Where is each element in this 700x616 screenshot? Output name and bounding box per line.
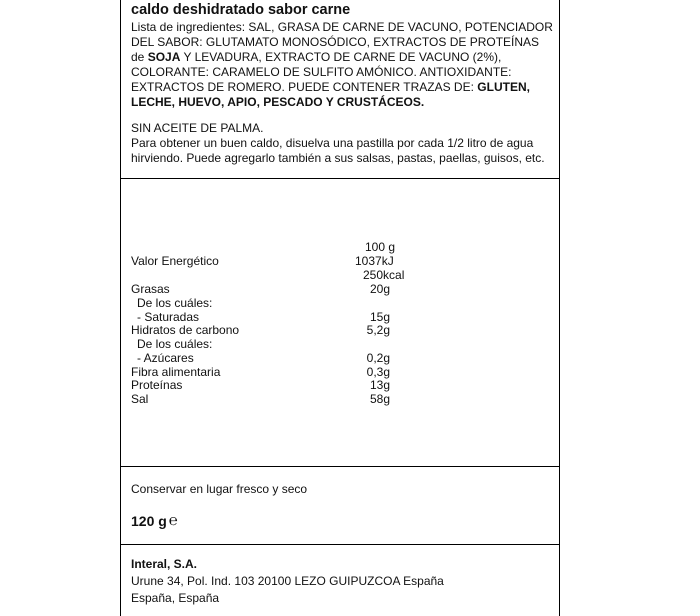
nutrient-label: Fibra alimentaria — [131, 365, 221, 379]
nutrient-label: De los cuáles: — [137, 337, 213, 351]
nutrient-label: Grasas — [131, 282, 170, 296]
nutrient-label: - Saturadas — [137, 310, 200, 324]
allergen-text: GLUTEN, — [477, 80, 530, 94]
nutrient-value: 5,2g — [366, 323, 390, 337]
company-country: España, España — [131, 591, 220, 605]
nutrient-value: 13g — [369, 378, 390, 392]
nutrient-label: De los cuáles: — [137, 296, 213, 310]
ingredients-text: de — [131, 50, 148, 64]
company-address: Urune 34, Pol. Ind. 103 20100 LEZO GUIPUZCOA España — [131, 574, 444, 588]
nutrient-label: Sal — [131, 392, 149, 406]
company-name: Interal, S.A. — [131, 557, 198, 571]
section-divider — [120, 466, 560, 467]
section-divider — [120, 544, 560, 545]
ingredients-text: Lista de ingredientes: SAL, GRASA DE CARNE DE VACUNO, POTENCIADOR — [131, 20, 553, 34]
nutrient-value: 0,3g — [366, 365, 390, 379]
nutrient-value: 58g — [369, 392, 390, 406]
storage-instructions: Conservar en lugar fresco y seco — [131, 482, 308, 496]
nutrient-label: - Azúcares — [137, 351, 194, 365]
estimated-sign-icon: ℮ — [168, 512, 178, 529]
company-info — [131, 556, 444, 607]
palm-oil-notice: SIN ACEITE DE PALMA. — [131, 121, 264, 135]
ingredients-text: EXTRACTOS DE ROMERO. PUEDE CONTENER TRAZAS DE: — [131, 80, 478, 94]
net-weight-value: 120 g — [131, 512, 167, 529]
nutrient-value: 15g — [369, 310, 390, 324]
energy-kcal: 250kcal — [363, 268, 405, 282]
ingredients-text: DEL SABOR: GLUTAMATO MONOSÓDICO, EXTRACTOS DE PROTEÍNAS — [131, 35, 540, 49]
product-title: caldo deshidratado sabor carne — [131, 2, 351, 18]
net-weight — [131, 512, 178, 529]
ingredients-text: Y LEVADURA, EXTRACTO DE CARNE DE VACUNO (2%), — [180, 50, 502, 64]
nutrient-value: 20g — [369, 282, 390, 296]
allergen-text: SOJA — [147, 50, 181, 64]
nutrient-label: Hidratos de carbono — [131, 323, 240, 337]
allergen-text: LECHE, HUEVO, APIO, PESCADO Y CRUSTÁCEOS. — [131, 95, 425, 109]
nutrient-value: 0,2g — [366, 351, 390, 365]
preparation-line: Para obtener un buen caldo, disuelva una pastilla por cada 1/2 litro de agua — [131, 136, 534, 150]
energy-kj: 1037kJ — [355, 254, 394, 268]
ingredients-text: COLORANTE: CARAMELO DE SULFITO AMÓNICO. ANTIOXIDANTE: — [131, 65, 512, 79]
preparation-line: hirviendo. Puede agregarlo también a sus salsas, pastas, paellas, guisos, etc. — [131, 151, 545, 165]
nutrition-header: 100 g — [365, 240, 396, 254]
nutrient-label: Proteínas — [131, 378, 183, 392]
section-divider — [120, 178, 560, 179]
energy-label: Valor Energético — [131, 254, 219, 268]
